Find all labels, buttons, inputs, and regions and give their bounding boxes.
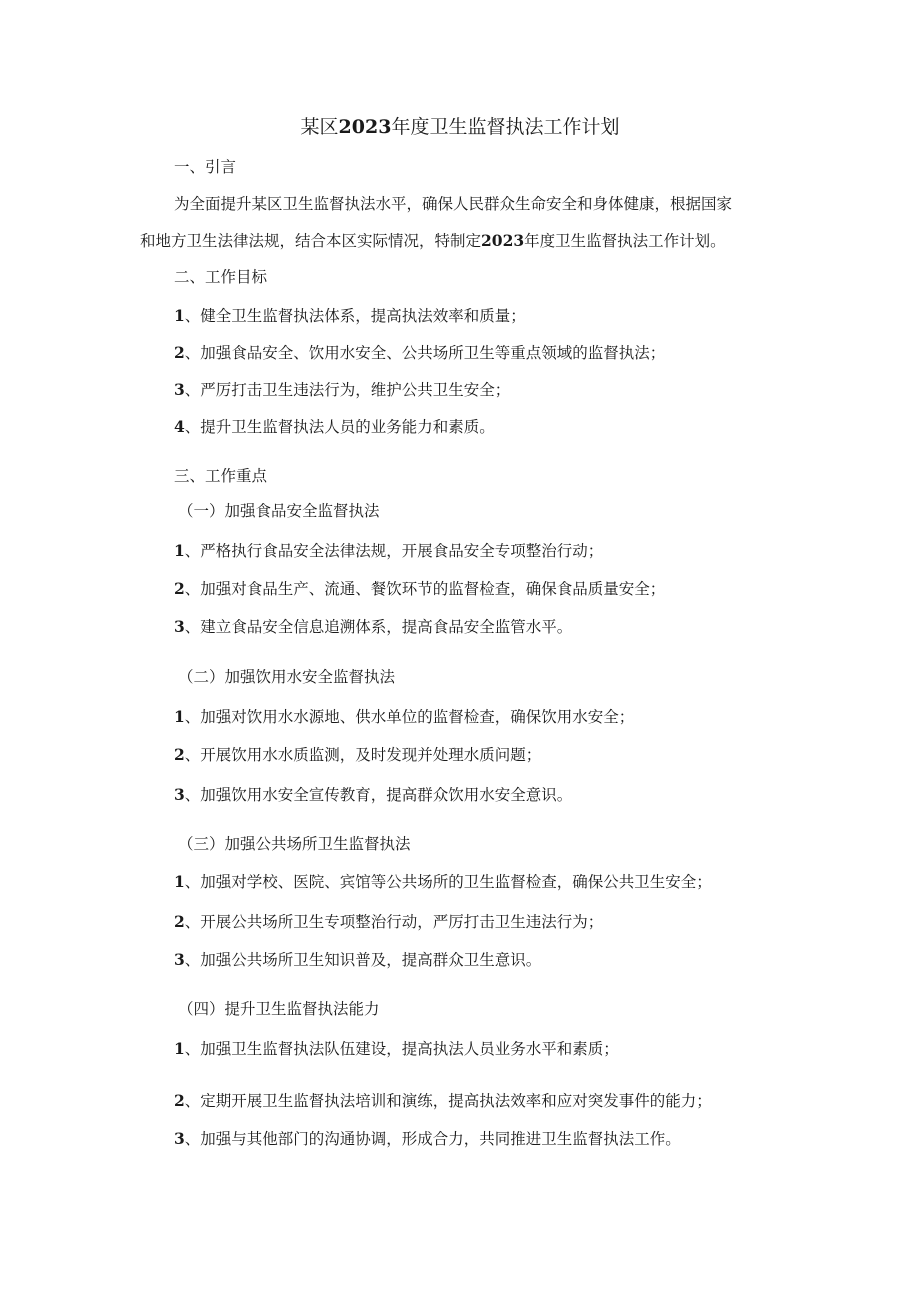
section-item: 2、开展饮用水水质监测，及时发现并处理水质问题； bbox=[174, 745, 542, 764]
intro-paragraph-line-2: 和地方卫生法律法规，结合本区实际情况，特制定2023年度卫生监督执法工作计划。 bbox=[140, 231, 726, 250]
section-item: 3、加强饮用水安全宣传教育，提高群众饮用水安全意识。 bbox=[174, 785, 573, 804]
section-heading: （一）加强食品安全监督执法 bbox=[178, 502, 380, 520]
section-item: 3、建立食品安全信息追溯体系，提高食品安全监管水平。 bbox=[174, 617, 573, 636]
section-item: 1、加强对饮用水水源地、供水单位的监督检查，确保饮用水安全； bbox=[174, 707, 635, 726]
section-heading: （四）提升卫生监督执法能力 bbox=[178, 1000, 380, 1018]
intro-paragraph-line-1: 为全面提升某区卫生监督执法水平，确保人民群众生命安全和身体健康，根据国家 bbox=[174, 195, 733, 213]
section-item: 1、加强卫生监督执法队伍建设，提高执法人员业务水平和素质； bbox=[174, 1039, 619, 1058]
section-heading: （三）加强公共场所卫生监督执法 bbox=[178, 835, 411, 853]
title-prefix: 某区 bbox=[300, 116, 339, 138]
section-heading: （二）加强饮用水安全监督执法 bbox=[178, 668, 396, 686]
section-item: 3、加强公共场所卫生知识普及，提高群众卫生意识。 bbox=[174, 950, 542, 969]
goals-heading: 二、工作目标 bbox=[174, 268, 268, 286]
document-title bbox=[0, 114, 920, 140]
title-year: 2023 bbox=[338, 116, 392, 138]
section-item: 1、加强对学校、医院、宾馆等公共场所的卫生监督检查，确保公共卫生安全； bbox=[174, 872, 712, 891]
section-item: 1、严格执行食品安全法律法规，开展食品安全专项整治行动； bbox=[174, 541, 604, 560]
section-item: 2、加强对食品生产、流通、餐饮环节的监督检查，确保食品质量安全； bbox=[174, 579, 666, 598]
goal-item: 4、提升卫生监督执法人员的业务能力和素质。 bbox=[174, 417, 495, 436]
intro-heading: 一、引言 bbox=[174, 158, 237, 176]
section-item: 3、加强与其他部门的沟通协调，形成合力，共同推进卫生监督执法工作。 bbox=[174, 1129, 681, 1148]
title-suffix: 年度卫生监督执法工作计划 bbox=[391, 116, 620, 138]
goal-item: 3、严厉打击卫生违法行为，维护公共卫生安全； bbox=[174, 380, 511, 399]
intro-year: 2023 bbox=[481, 231, 525, 250]
section-item: 2、定期开展卫生监督执法培训和演练，提高执法效率和应对突发事件的能力； bbox=[174, 1091, 712, 1110]
goal-item: 2、加强食品安全、饮用水安全、公共场所卫生等重点领域的监督执法； bbox=[174, 343, 666, 362]
goal-item: 1、健全卫生监督执法体系，提高执法效率和质量； bbox=[174, 306, 526, 325]
focus-heading: 三、工作重点 bbox=[174, 467, 268, 485]
section-item: 2、开展公共场所卫生专项整治行动，严厉打击卫生违法行为； bbox=[174, 912, 604, 931]
